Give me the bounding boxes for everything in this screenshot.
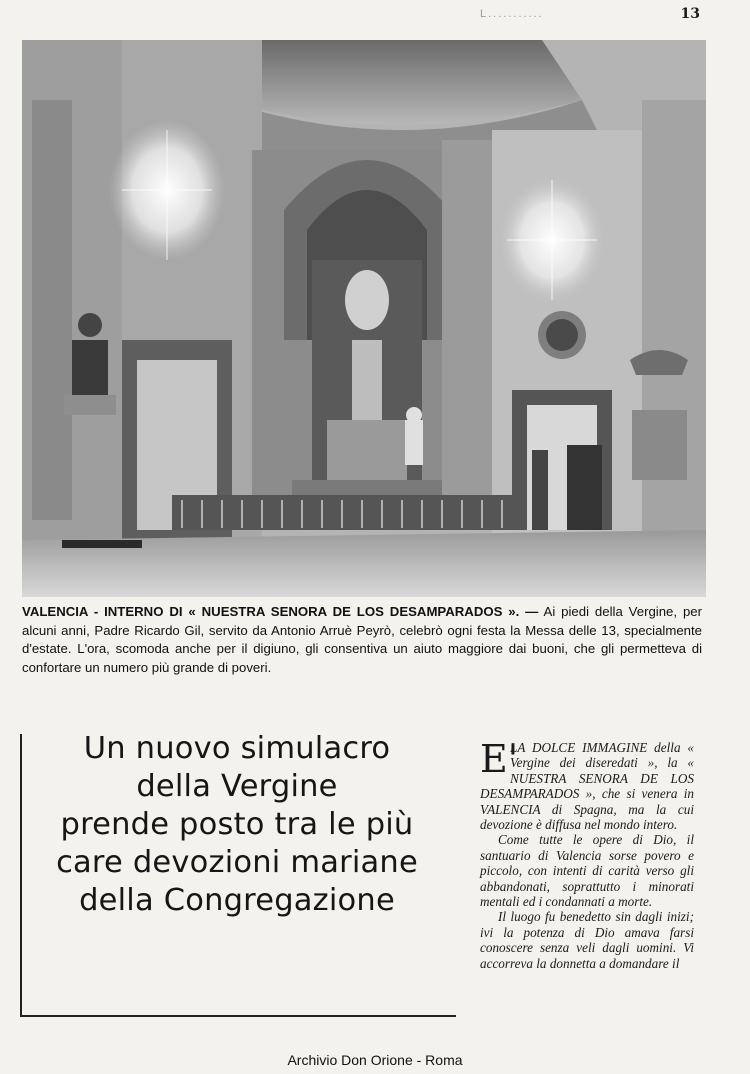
article-paragraph-1-text: LA DOLCE IMMAGINE della « Vergine dei diseredati », la « NUESTRA SENORA DE LOS DESAMPARADOS », che si venera in VALENCIA di Spagna, ma la cui devozione è diffusa nel mondo intero. xyxy=(480,740,694,833)
photo-illustration xyxy=(22,40,706,597)
article-paragraph-3: Il luogo fu benedetto sin dagli inizi; ivi la potenza di Dio amava farsi conoscere senza veli dagli uomini. Vi accorreva la donnetta a domandare il xyxy=(480,909,694,971)
caption-lead: VALENCIA - INTERNO DI « NUESTRA SENORA DE LOS DESAMPARADOS ». — xyxy=(22,604,539,619)
headline-line-5: della Congregazione xyxy=(79,883,395,918)
article-paragraph-1 xyxy=(480,737,694,833)
left-divider xyxy=(20,734,22,1016)
running-header: L........... xyxy=(480,8,544,20)
headline-line-4: care devozioni mariane xyxy=(56,845,418,880)
article-headline xyxy=(30,730,444,920)
church-interior-photo xyxy=(22,40,706,597)
archive-footer: Archivio Don Orione - Roma xyxy=(287,1052,463,1068)
caption-body: Ai piedi della Vergine, per alcuni anni, Padre Ricardo Gil, servito da Antonio Arruè Peyrò, celebrò ogni festa la Messa delle 13, specialmente d'estate. L'ora, scomoda anche per il digiuno, gli consentiva un aiuto maggiore dai buoni, che gli permetteva di confortare un numero più grande di poveri. xyxy=(22,604,703,675)
photo-caption xyxy=(22,603,702,677)
page-number: 13 xyxy=(680,6,700,22)
bottom-divider xyxy=(20,1015,456,1017)
drop-cap: E' xyxy=(480,737,519,781)
article-body xyxy=(480,737,694,971)
article-paragraph-2: Come tutte le opere di Dio, il santuario di Valencia sorse povero e piccolo, con intenti di carità verso gli abbandonati, soprattutto i minorati mentali ed i condannati a morte. xyxy=(480,832,694,910)
headline-line-1: Un nuovo simulacro xyxy=(83,731,391,766)
headline-line-3: prende posto tra le più xyxy=(60,807,414,842)
headline-line-2: della Vergine xyxy=(136,769,338,804)
